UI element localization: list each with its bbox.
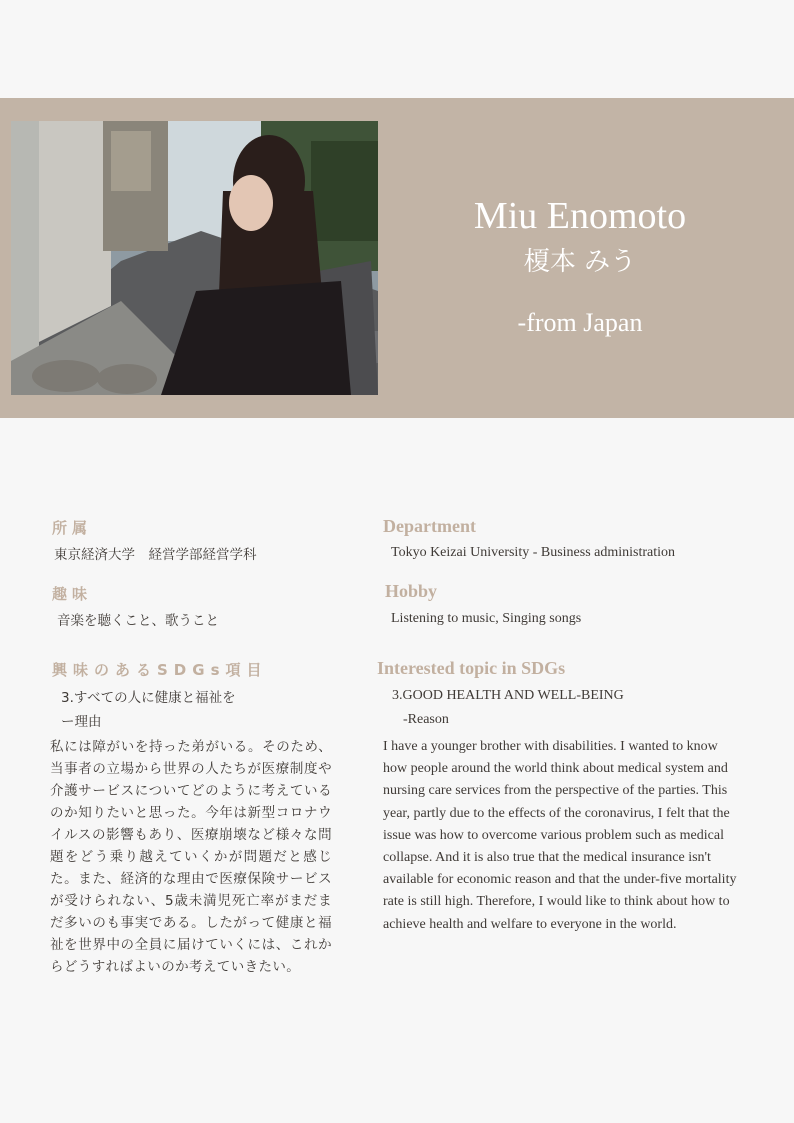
reason-label-en: -Reason xyxy=(403,712,449,727)
profile-photo xyxy=(11,121,378,395)
reason-text-en: I have a younger brother with disabilities. I wanted to know how people around the world think about medical system and nursing care services from the perspective of the parties. This year, partly due to the effects of the coronavirus, I felt that the issue was how to overcome various problem such as medical collapse. And it is also true that the medical insurance isn't available for economic reason and that the under-five mortality rate is still high. Therefore, I would like to think about how to achieve health and welfare to everyone in the world. xyxy=(383,739,737,932)
hobby-en: Listening to music, Singing songs xyxy=(391,611,582,626)
hobby-ja: 音楽を聴くこと、歌うこと xyxy=(57,613,219,629)
department-en: Tokyo Keizai University - Business administration xyxy=(391,545,676,560)
hobby-heading-ja: 趣味 xyxy=(52,585,93,603)
hobby-heading-en: Hobby xyxy=(385,581,438,601)
name-english: Miu Enomoto xyxy=(473,195,687,237)
reason-label-ja: ー理由 xyxy=(61,714,102,730)
affiliation-ja: 東京経済大学 経営学部経営学科 xyxy=(54,547,257,563)
reason-text-ja: 私には障がいを持った弟がいる。そのため、当事者の立場から世界の人たちが医療制度や介護サービスについてどのように考えているのか知りたいと思った。今年は新型コロナウイルスの影響もあり、医療崩壊など様々な問題をどう乗り越えていくかが問題だと感じた。また、経済的な理由で医療保険サービスが受けられない、5歳未満児死亡率がまだまだ多いのも事実である。したがって健康と福祉を世界中の全員に届けていくには、これからどうすればよいのか考えていきたい。 xyxy=(50,739,332,975)
affiliation-heading-ja: 所属 xyxy=(52,519,93,537)
sdgs-goal-ja: 3.すべての人に健康と福祉を xyxy=(61,690,236,706)
origin-text: -from Japan xyxy=(517,308,643,337)
department-heading-en: Department xyxy=(383,516,476,536)
profile-banner xyxy=(0,98,794,418)
sdgs-goal-en: 3.GOOD HEALTH AND WELL-BEING xyxy=(392,688,624,703)
name-japanese: 榎本 みう xyxy=(523,247,637,277)
sdgs-heading-en: Interested topic in SDGs xyxy=(377,658,566,678)
sdgs-heading-ja: 興味のあるSDGs項目 xyxy=(52,661,268,679)
